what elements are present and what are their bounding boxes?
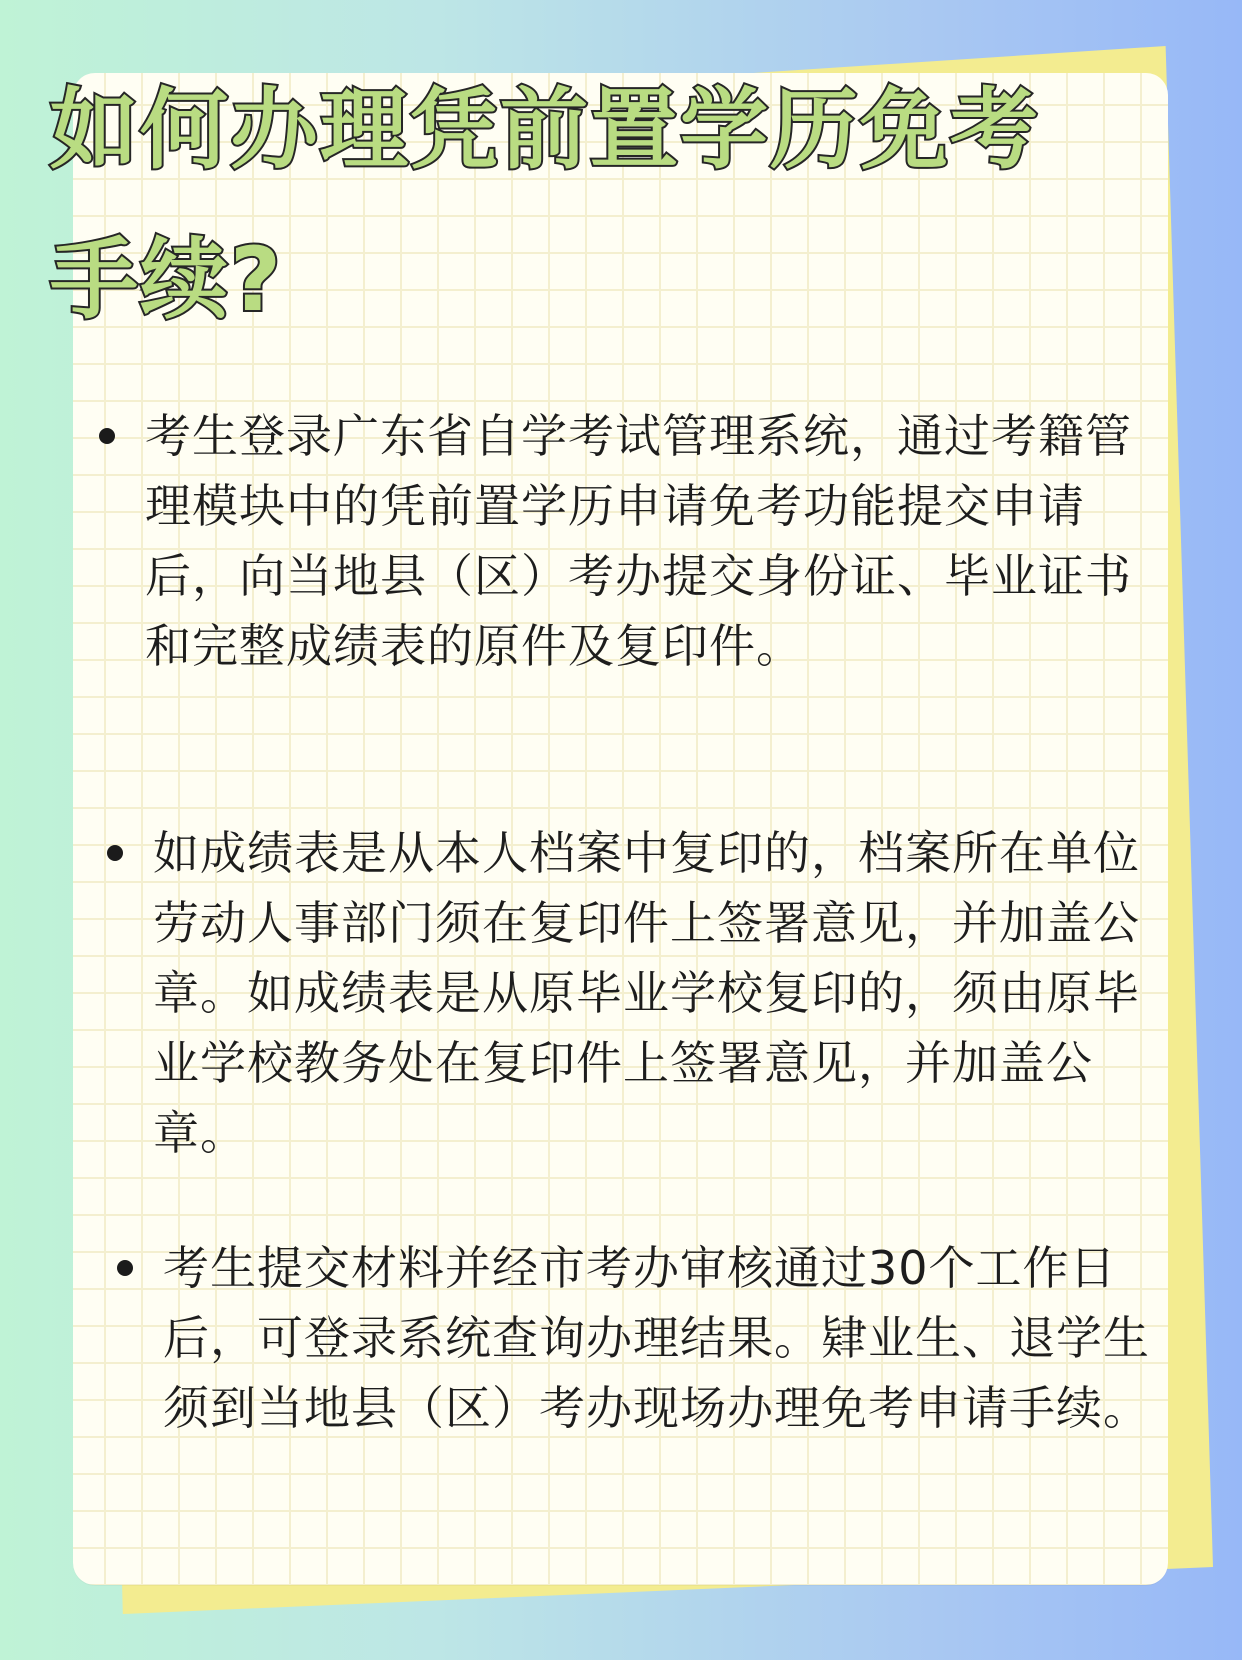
bullet-text-2: 如成绩表是从本人档案中复印的，档案所在单位劳动人事部门须在复印件上签署意见，并加盖公章。如成绩表是从原毕业学校复印的，须由原毕业学校教务处在复印件上签署意见，并加盖公章。 xyxy=(153,826,1140,1160)
bullet-item-3 xyxy=(163,1233,1158,1443)
bullet-text-3: 考生提交材料并经市考办审核通过30个工作日后，可登录系统查询办理结果。肄业生、退学生须到当地县（区）考办现场办理免考申请手续。 xyxy=(163,1241,1150,1435)
bullet-item-2 xyxy=(153,818,1148,1168)
bullet-dot-icon xyxy=(117,1260,133,1276)
bullet-item-1 xyxy=(145,401,1135,681)
bullet-dot-icon xyxy=(107,845,123,861)
page-title: 如何办理凭前置学历免考手续? xyxy=(50,78,1041,331)
bullet-text-1: 考生登录广东省自学考试管理系统，通过考籍管理模块中的凭前置学历申请免考功能提交申请后，向当地县（区）考办提交身份证、毕业证书和完整成绩表的原件及复印件。 xyxy=(145,409,1132,673)
bullet-dot-icon xyxy=(99,428,115,444)
